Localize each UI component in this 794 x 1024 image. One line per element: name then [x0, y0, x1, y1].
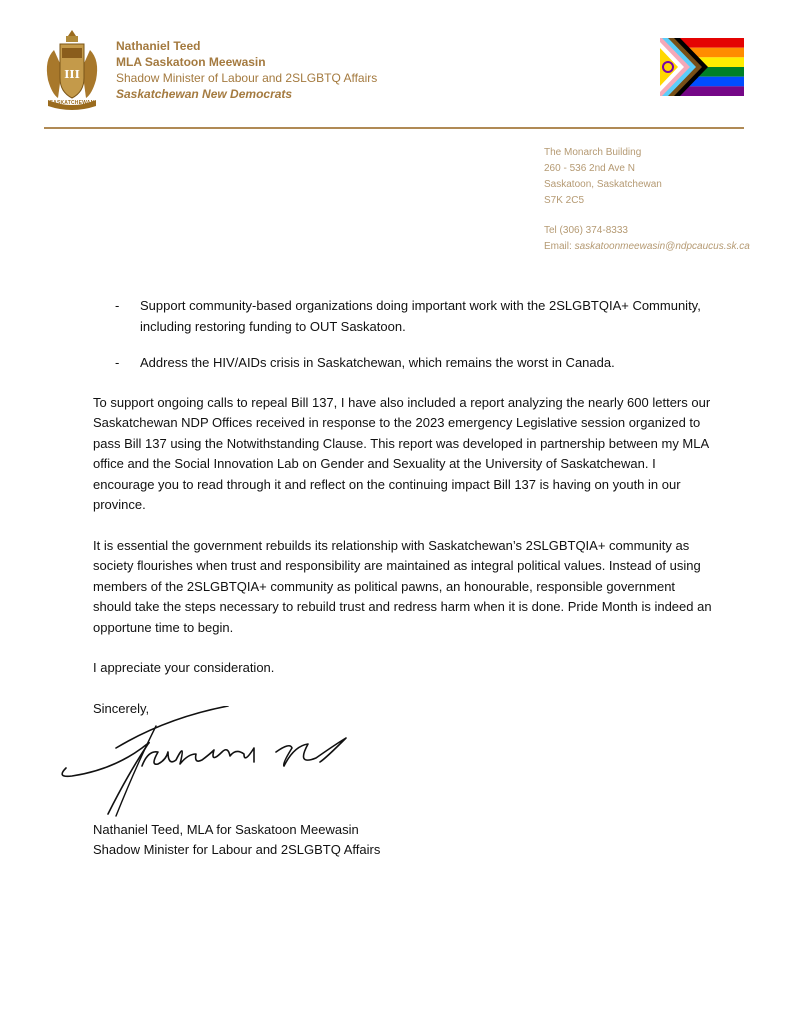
handwritten-signature — [56, 706, 366, 826]
list-item — [93, 353, 713, 374]
progress-pride-flag-icon — [660, 38, 744, 96]
sender-role: Shadow Minister of Labour and 2SLGBTQ Affairs — [116, 71, 378, 85]
address-tel: Tel (306) 374-8333 — [544, 225, 628, 236]
bullet-marker: - — [115, 355, 120, 370]
address-email-line — [544, 239, 750, 255]
signer-name-title: Nathaniel Teed, MLA for Saskatoon Meewasin — [93, 822, 359, 837]
valediction: Sincerely, — [93, 700, 150, 716]
sender-name: Nathaniel Teed — [116, 39, 201, 53]
letter-body — [93, 296, 713, 739]
header-divider — [44, 127, 744, 129]
paragraph-relationship: It is essential the government rebuilds its relationship with Saskatchewan’s 2SLGBTQIA+ community as society flourishes when trust and responsibility are maintained as integral political values. Instead of using members of the 2SLGBTQIA+ community as political pawns, an honourable, responsible government should take the steps necessary to rebuild trust and redress harm when it is done. Pride Month is indeed an opportune time to begin. — [93, 537, 712, 635]
address-street: 260 - 536 2nd Ave N — [544, 163, 635, 174]
address-postal: S7K 2C5 — [544, 195, 585, 206]
sender-party: Saskatchewan New Democrats — [116, 87, 293, 101]
svg-text:III: III — [64, 68, 80, 81]
bullet-text: Address the HIV/AIDs crisis in Saskatchewan, which remains the worst in Canada. — [140, 355, 615, 370]
list-item — [93, 296, 713, 337]
paragraph-bill-137: To support ongoing calls to repeal Bill 137, I have also included a report analyzing the nearly 600 letters our Saskatchewan NDP Offices received in response to the 2023 emergency Legislative session organized to pass Bill 137 using the Notwithstanding Clause. This report was developed in partnership between my MLA office and the Social Innovation Lab on Gender and Sexuality at the University of Saskatchewan. I encourage you to read through it and reflect on the continuing impact Bill 137 is having on youth in our province. — [93, 394, 711, 512]
address-city: Saskatoon, Saskatchewan — [544, 179, 662, 190]
crest-label: SASKATCHEWAN — [49, 100, 95, 106]
signature-block — [93, 820, 380, 860]
address-email: saskatoonmeewasin@ndpcaucus.sk.ca — [574, 241, 750, 252]
sender-riding: MLA Saskatoon Meewasin — [116, 55, 266, 69]
letterhead — [0, 0, 794, 260]
signer-role: Shadow Minister for Labour and 2SLGBTQ Affairs — [93, 842, 381, 857]
bullet-text: Support community-based organizations doing important work with the 2SLGBTQIA+ Community, including restoring funding to OUT Saskatoon. — [140, 298, 701, 334]
paragraph-closing: I appreciate your consideration. — [93, 660, 275, 675]
address-building: The Monarch Building — [544, 147, 642, 158]
sender-info — [116, 38, 377, 102]
office-address — [544, 145, 750, 255]
bullet-marker: - — [115, 298, 120, 313]
address-email-label: Email: — [544, 241, 575, 252]
